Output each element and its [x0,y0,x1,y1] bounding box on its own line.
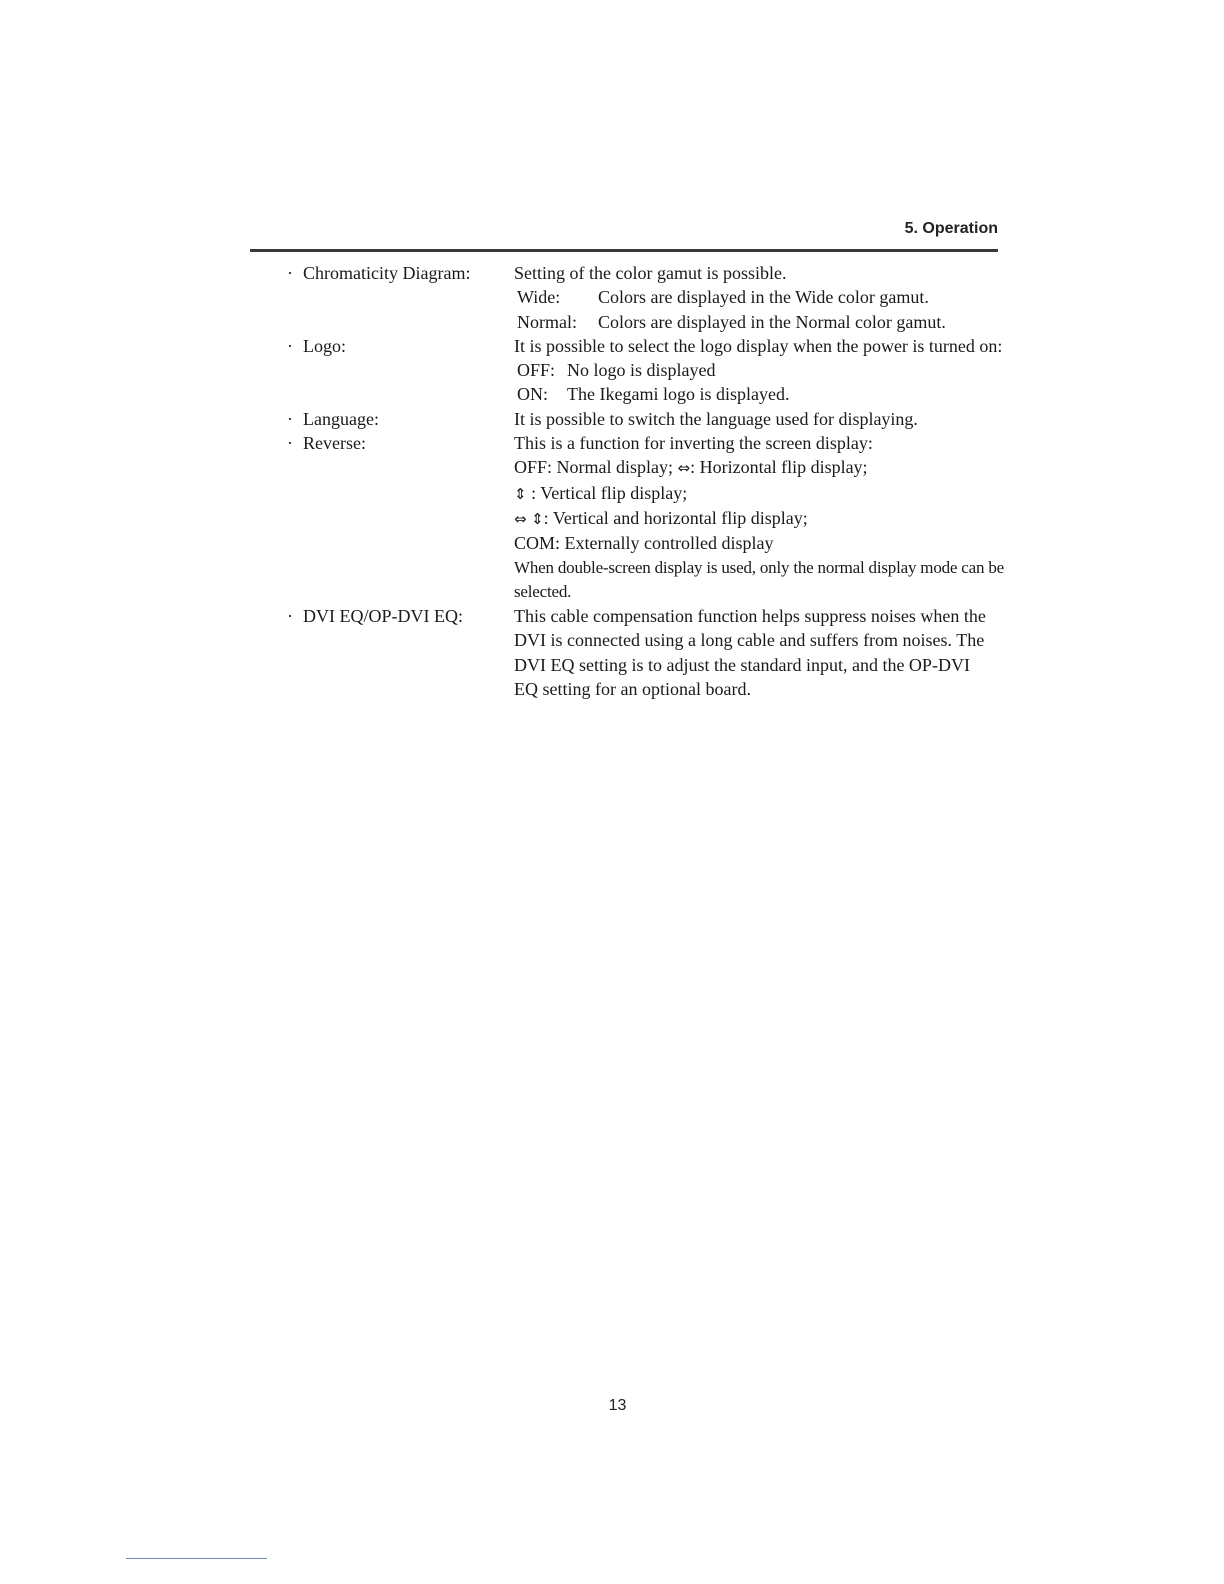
option-text: The Ikegami logo is displayed. [567,384,790,405]
bullet-icon: · [287,335,293,356]
description-line [514,455,1027,480]
option-key: OFF: [517,360,556,381]
entry-description [514,604,994,701]
entry-description [514,261,1027,334]
description-line: COM: Externally controlled display [514,533,774,554]
description-text: : Horizontal flip display; [690,457,868,478]
settings-description-list [287,261,1027,701]
description-line: This cable compensation function helps suppress noises when the DVI is connected using a long cable and suffers from noises. The DVI EQ setting is to adjust the standard input, and the OP-DVI EQ setting for an optional board. [514,606,986,700]
entry-term [287,604,511,628]
entry-chromaticity-diagram [287,261,1027,334]
option-normal [514,310,1027,334]
option-key: ON: [517,384,548,405]
description-line: It is possible to switch the language used for displaying. [514,408,918,429]
horizontal-arrow-icon: ⇔ [514,509,527,528]
entry-logo [287,334,1027,407]
description-text: : Vertical flip display; [531,482,688,503]
description-line: When double-screen display is used, only the normal display mode can be selected. [514,557,1004,601]
bullet-icon: · [287,408,293,429]
term-label: DVI EQ/OP-DVI EQ: [303,606,463,627]
entry-term [287,407,511,431]
entry-description [514,431,1027,604]
page-number: 13 [608,1397,627,1414]
option-key: Wide: [517,287,561,308]
bullet-icon: · [287,606,293,627]
vertical-arrow-icon: ⇕ [531,509,544,528]
description-line: It is possible to select the logo display when the power is turned on: [514,335,1003,356]
header-rule [250,249,998,252]
description-line: This is a function for inverting the screen display: [514,433,873,454]
description-line: Setting of the color gamut is possible. [514,263,787,283]
footer-rule [126,1558,267,1559]
term-label: Logo: [303,335,346,356]
entry-term [287,334,511,358]
section-header: 5. Operation [904,220,998,237]
term-label: Reverse: [303,433,366,454]
option-text: No logo is displayed [567,360,716,381]
entry-dvi-eq [287,604,1027,701]
term-label: Language: [303,408,379,429]
option-on [514,382,1027,406]
description-text: OFF: Normal display; [514,457,674,478]
option-text: Colors are displayed in the Wide color gamut. [598,287,929,308]
vertical-arrow-icon: ⇕ [514,484,527,503]
horizontal-arrow-icon: ⇔ [677,459,691,478]
option-off [514,358,1027,382]
entry-reverse [287,431,1027,604]
option-wide [514,285,1027,309]
option-key: Normal: [517,311,577,332]
description-line [514,481,1027,506]
description-line [514,506,1027,531]
term-label: Chromaticity Diagram: [303,263,471,283]
bullet-icon: · [287,433,293,454]
entry-language [287,407,1027,431]
option-text: Colors are displayed in the Normal color gamut. [598,311,946,332]
entry-term [287,431,511,455]
description-text: : Vertical and horizontal flip display; [543,507,808,528]
bullet-icon: · [287,263,293,283]
entry-description [514,407,1027,431]
entry-term [287,261,511,285]
entry-description [514,334,1027,407]
